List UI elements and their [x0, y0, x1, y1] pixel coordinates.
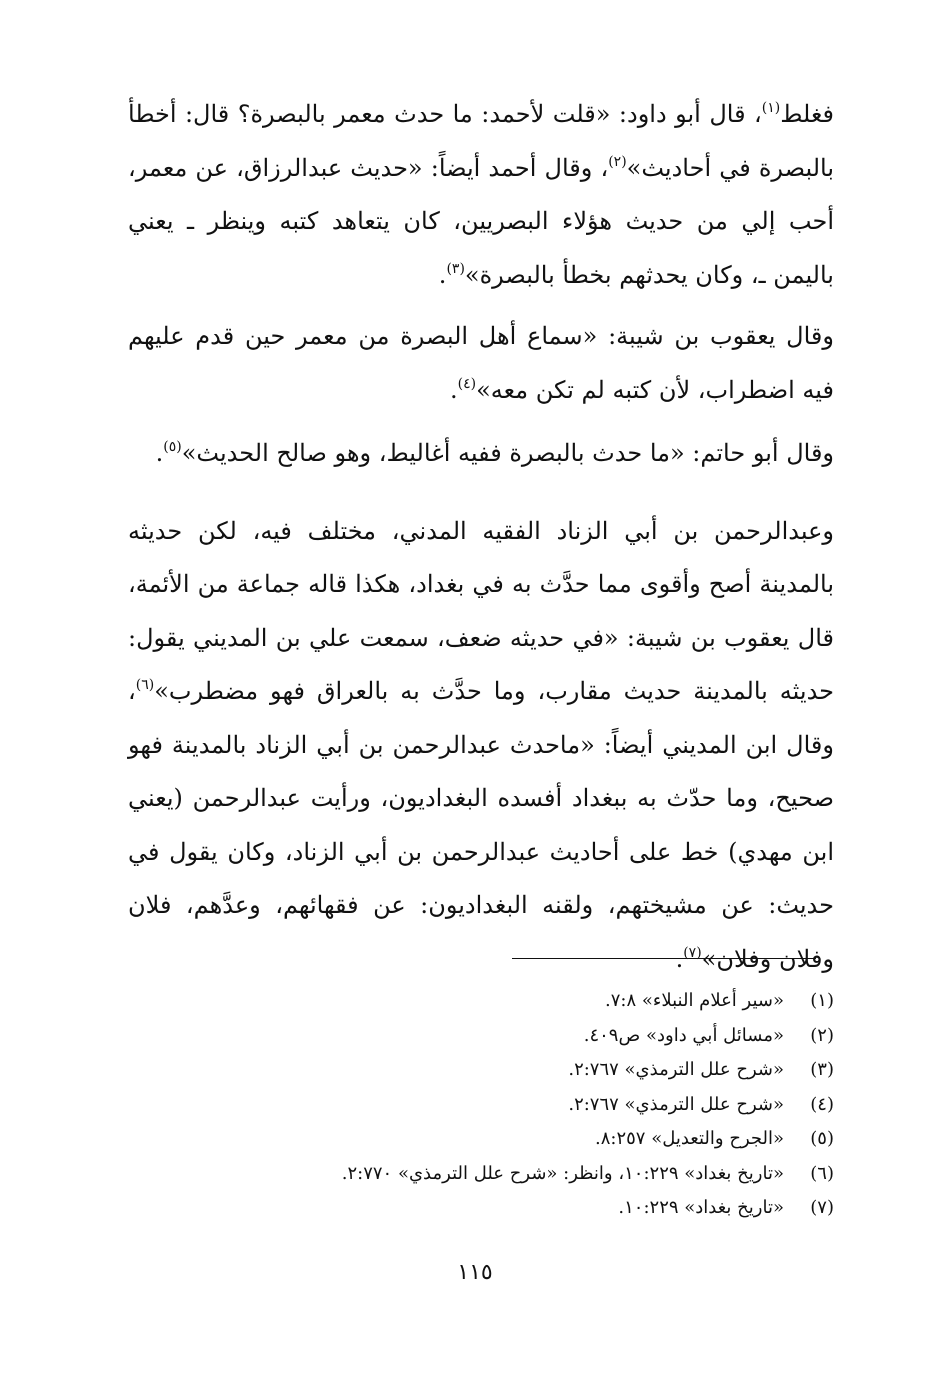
footnote-text: «شرح علل الترمذي» ٢:٧٦٧.: [568, 1059, 784, 1080]
footnote-ref-1[interactable]: (١): [761, 100, 781, 116]
footnote-number: (٦): [810, 1162, 834, 1184]
footnote-ref-3[interactable]: (٣): [446, 260, 465, 277]
paragraph-2-text: وقال يعقوب بن شيبة: «سماع أهل البصرة من معمر حين قدم عليهم فيه اضطراب، لأن كتبه لم تكن معه»: [128, 322, 834, 404]
footnote-2: [128, 1019, 834, 1054]
footnote-text: «شرح علل الترمذي» ٢:٧٦٧.: [568, 1093, 784, 1115]
page-number: ١١٥: [457, 1260, 493, 1285]
paragraph-4-text: وعبدالرحمن بن أبي الزناد الفقيه المدني، مختلف فيه، لكن حديثه بالمدينة أصح وأقوى مما حدَّث به في بغداد، هكذا قاله جماعة من الأئمة، قال يعقوب بن شيبة: «في حديثه ضعف، سمعت علي بن المديني يقول: حديثه بالمدينة حديث مقارب، وما حدَّث به بالعراق فهو مضطرب»: [128, 516, 834, 705]
footnote-separator: [512, 958, 816, 959]
footnote-text: «الجرح والتعديل» ٨:٢٥٧.: [595, 1128, 784, 1149]
footnote-text: «مسائل أبي داود» ص٤٠٩.: [583, 1024, 784, 1046]
main-text: [128, 88, 834, 986]
paragraph-2: [128, 310, 834, 417]
paragraph-1-text: ، قال أبو داود: «قلت لأحمد: ما حدث معمر بالبصرة؟ قال: أخطأ بالبصرة في أحاديث»: [128, 100, 834, 182]
paragraph-4-text: ، وقال ابن المديني أيضاً: «ماحدث عبدالرحمن بن أبي الزناد بالمدينة فهو صحيح، وما حدّث به ببغداد أفسده البغداديون، ورأيت عبدالرحمن (يعني ابن مهدي) خط على أحاديث عبدالرحمن بن أبي الزناد، وكان يقول في حديث: عن مشيختهم، ولقنه البغداديون: عن فقهائهم، وعدَّهم، فلان وفلان وفلان»: [128, 677, 835, 973]
footnote-5: [128, 1122, 834, 1157]
footnote-4: [128, 1088, 834, 1123]
paragraph-3-text: .: [155, 439, 164, 467]
footnote-number: (٧): [810, 1197, 834, 1218]
paragraph-1-text: فغلط: [780, 100, 834, 128]
footnote-text: «تاريخ بغداد» ١٠:٢٢٩.: [618, 1197, 784, 1218]
footnote-number: (٥): [810, 1128, 834, 1149]
footnote-number: (١): [810, 990, 834, 1011]
footnote-ref-5[interactable]: (٥): [163, 439, 182, 455]
footnote-7: [128, 1191, 834, 1226]
paragraph-1-text: .: [438, 260, 447, 289]
footnote-number: (٢): [810, 1024, 834, 1046]
paragraph-4: [128, 505, 834, 987]
footnote-ref-7[interactable]: (٧): [683, 944, 702, 961]
footnote-ref-6[interactable]: (٦): [135, 677, 155, 693]
paragraph-4-text: .: [675, 944, 684, 973]
paragraph-3: [128, 427, 834, 481]
footnote-ref-4[interactable]: (٤): [457, 375, 477, 392]
footnote-6: [128, 1157, 834, 1192]
footnote-number: (٣): [810, 1059, 834, 1080]
paragraph-1-text: ، وقال أحمد أيضاً: «حديث عبدالرزاق، عن معمر، أحب إلي من حديث هؤلاء البصريين، كان يتعاهد كتبه وينظر ـ يعني باليمن ـ، وكان يحدثهم بخطأ بالبصرة»: [128, 153, 834, 289]
paragraph-1: [128, 88, 834, 302]
footnotes-list: [128, 984, 834, 1226]
paragraph-2-text: .: [449, 375, 458, 404]
footnote-text: «سير أعلام النبلاء» ٧:٨.: [605, 990, 784, 1011]
footnote-text: «تاريخ بغداد» ١٠:٢٢٩، وانظر: «شرح علل الترمذي» ٢:٧٧٠.: [341, 1162, 784, 1184]
footnote-3: [128, 1053, 834, 1088]
footnote-number: (٤): [810, 1093, 834, 1115]
footnote-1: [128, 984, 834, 1019]
paragraph-3-text: وقال أبو حاتم: «ما حدث بالبصرة ففيه أغاليط، وهو صالح الحديث»: [181, 439, 834, 467]
footnote-ref-2[interactable]: (٢): [608, 153, 627, 170]
